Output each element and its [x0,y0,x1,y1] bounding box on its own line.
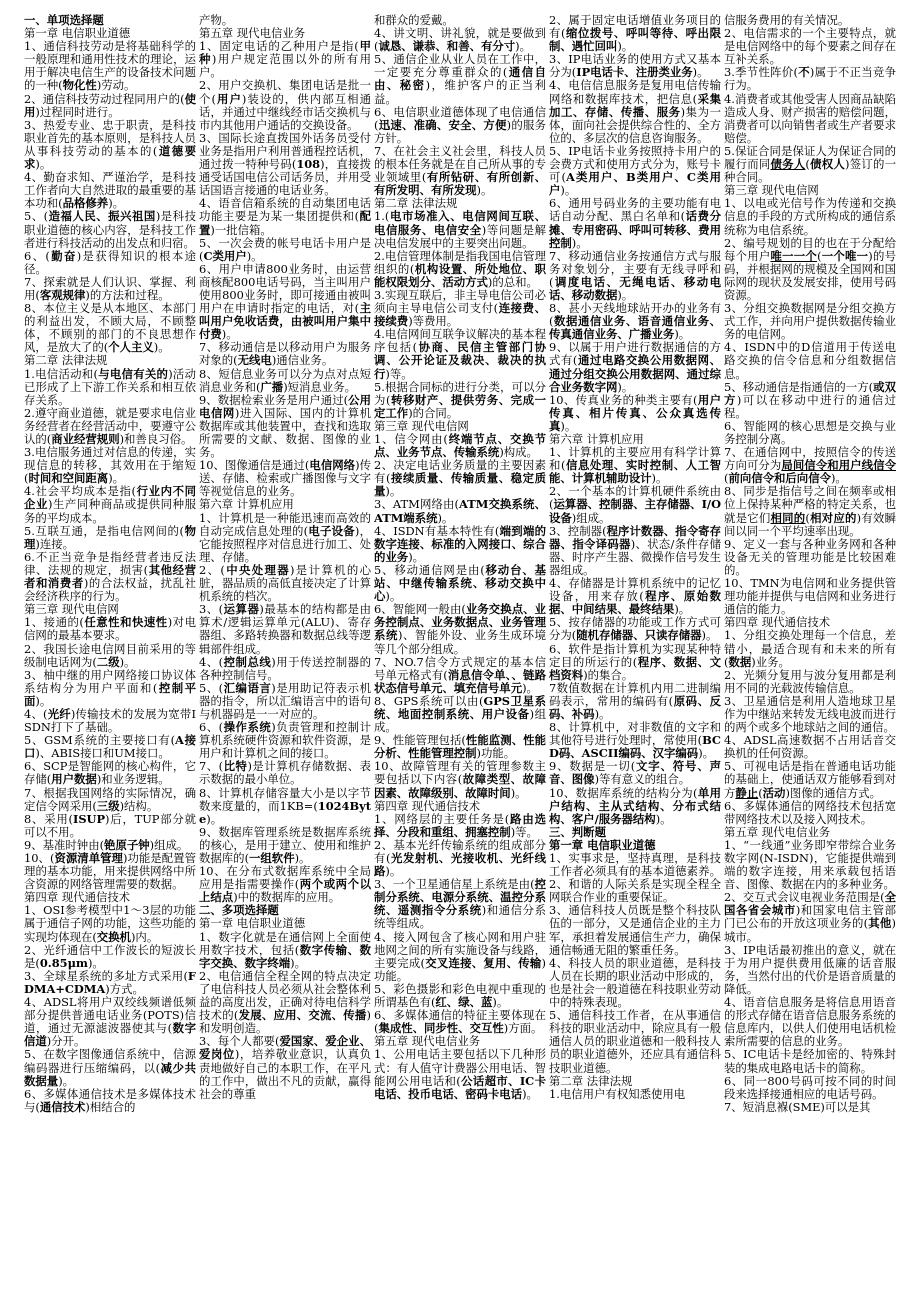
question-item: 6、同一800号码可按不同的时间段来选择接通相应的电话号码。 [724,1073,896,1101]
question-item: 1、网络层的主要任务是(路由选择、分段和重组、拥塞控制)等。 [374,811,546,839]
question-item: 4、存储器是计算机系统中的记忆设备，用来存放(程序、原始数据、中间结果、最终结果)。 [549,576,721,617]
question-item: 3、IP电话业务的使用方式又基本分为(IP电话卡、注册类业务)。 [549,52,721,80]
question-item: 3、卫星通信是利用人造地球卫星作为中继站来转发无线电波而进行的两个或多个地球站之间的通信。 [724,693,896,735]
question-item: 6、多媒体通信技术是多媒体技术与(通信技术)相结合的 [24,1086,196,1114]
chapter-heading: 第六章 计算机应用 [199,497,294,512]
question-item: 4、ISDN有基本特性有(端到端的数字连接、标准的入网接口、综合的业务)。 [374,523,546,564]
question-item: 7、NO.7信令方式规定的基本信号单元格式有(消息信令单、、链路状态信号单元、填充信号单元)。 [374,654,546,695]
question-item: 10、传真业务的种类主要有(用户传真、相片传真、公众真选传真)。 [549,392,721,433]
question-item: 5、彩色摄影和彩色电视中重现的所谓基色有(红、绿、蓝)。 [374,981,546,1010]
question-item: 3、热爱专业、忠于职责，是科技职业首先的基本原则，是科技人员从事科技劳动的基本的(道德要求)。 [24,117,196,172]
question-item: 1.(电市场准入、电信网间互联、电信服务、电信安全)等问题是解决电信发展中的主要突出问题。 [374,209,546,250]
question-item: 1、分组交换处理每一个信息，差错小，最适合现有和未来的所有(数据)业务。 [724,628,896,669]
question-item: 4、勤奋求知、严谨治学，是科技工作者向大自然进取的最重要的基本功和(品格修养)。 [24,170,196,211]
question-item: 2、用户交换机、集团电话是批一个(用户)装设的，供内部互相通话，并通过中继线经市话交换机与市内其他用户通话的交换设备。 [199,78,371,132]
question-item: 7数值数据在计算机内用二进制编码表示，常用的编码有(原码、反码、补码)。 [549,680,721,721]
question-item: 4、语音信箱系统的自动集团电话功能主要是为某一集团提供和(配置)一批信箱。 [199,196,371,237]
chapter-heading: 第四章 现代通信技术 [374,798,481,813]
question-item: 4.电信网间互联争议解决的基本程序包括(协商、民信主管部门协调、公开论证及裁决、裁决的执行)等。 [374,327,546,381]
chapter-heading: 第五章 现代电信业务 [199,26,306,41]
question-item: 2、一个基本的计算机硬件系统由(运算器、控制器、主存储器、I/O设备)组成。 [549,484,721,525]
question-item: 5、IC电话卡是经加密的、特殊封装的集成电路电话卡的简称。 [724,1047,896,1075]
question-item: 1、通信科技劳动是将基础科学的一般原理和通用性技术的理论，运用于解决电信生产的设备技术问题的一种(物化性)劳动。 [24,39,196,93]
question-item: 5、通信企业从业人员在工作中，一定要充分尊重群众的(通信自由、秘密)，维护客户的正当利益。 [374,52,546,106]
question-item: 6、(勤奋)是获得知识的根本途径。 [24,248,196,276]
question-item: 7、探索就是人们认识、掌握、利用(客观规律)的方法和过程。 [24,274,196,302]
question-item: 4、接入网包含了核心网和用户驻地网之间的所有实施设备与线路，主要完成(交叉连接、复用、传输)功能。 [374,929,546,983]
question-item: 6、多媒体通信的特征主要体现在(集成性、同步性、交互性)方面。 [374,1008,546,1036]
chapter-heading: 第五章 现代电信业务 [724,824,831,839]
section-heading: 二、多项选择题 [199,903,279,918]
question-item: 产物。 [199,14,234,27]
question-item: 7、(比特)是计算机存储数据、表示数据的最小单位。 [199,759,371,787]
question-item: 2、电信需求的一个主要特点，就是电信网络中的每个要素之间存在互补关系。 [724,26,896,67]
question-item: 4、科技人员的职业道德，是科技人员在长期的职业活动中形成的，也是社会一般道德在科技职业劳动中的特殊表现。 [549,955,721,1010]
question-item: 6、多媒体通信的网络技术包括宽带网络技术以及接入网技术。 [724,798,896,826]
chapter-heading: 第一章 电信职业道德 [24,26,131,41]
question-item: 6、电信职业道德体现了电信通信(迅速、准确、安全、方便)的服务方针。 [374,104,546,145]
section-heading: 三、判断题 [549,824,606,839]
question-item: 5、移动通信是指通信的一方(或双方)可以在移动中进行的通信过程。 [724,379,896,420]
question-item: 7、在社会主义社会里，科技人员的根本任务就是在自己所从事的专业领域里(有所钻研、有所创新、有所发明、有所发现)。 [374,143,546,198]
question-item: 1、以电或光信号作为传递和交换信息的手段的方式所构成的通信系统称为电信系统。 [724,196,896,237]
chapter-heading: 第二章 法律法规 [24,353,108,368]
question-item: 2、我国长途电信网目前采用的等级制电话网为(二级)。 [24,641,196,669]
document-page [24,14,896,1294]
chapter-heading: 第四章 现代通信技术 [24,890,131,905]
question-item: 1、计算机是一种能迅速而高效的自动完成信息处理的(电子设备)，它能按照程序对信息进行加工、处理、存储。 [199,510,371,564]
question-item: 3.季节性阵价(不)属于不正当竞争行为。 [724,65,896,93]
question-item: 3、国际长途直拨国外话务员受付业务是指用户利用普通程控话机，通过拨一特种号码(108)，直接拨通受话国电信公司话务员，并用受话国语言接通的电话业务。 [199,130,371,198]
question-item: 4、讲文明、讲礼貌，就是要做到(诚恳、谦恭、和善、有分寸)。 [374,26,546,54]
chapter-heading: 第三章 现代电信网 [24,602,119,617]
question-item: 3、控制器(程序计数器、指令寄存器、指令译码器)、状态/条件存储器、时序产生器、微操作信号发生器组成。 [549,523,721,577]
question-item: 5、可视电话是指在普通电话功能的基础上，使通话双方能够看到对方静止(活动)图像的通信方式。 [724,759,896,800]
question-item: 5、IP电话卡业务按照持卡用户的会费方式和使用方式分为，账号卡可(A类用户、B类用户、C类用户)。 [549,143,721,198]
text-column-1 [24,14,196,1294]
question-item: 9、性能管理包括(性能监测、性能分析、性能管理控制)功能。 [374,733,546,761]
question-item: 9、基准时钟由(铯原子钟)组成。 [24,837,189,852]
question-item: 5、按存储器的功能或工作方式可分为(随机存储器、只读存储器)。 [549,615,721,643]
question-item: 4.消费者或其他受害人因商品缺陷造成人身、财产损害的赔偿问题，消费者可以向销售者或生产者要求赔偿。 [724,91,896,145]
question-item: 2、电信通信全程全网的特点决定了电信科技人员必须从社会整体利益的高度出发，正确对待电信科学技术的(发展、应用、交流、传播)和发明创造。 [199,968,371,1036]
question-item: 1、数字化就是在通信网上全面使用数字技术，包括(数字传输、数字交换、数字终端)。 [199,929,371,970]
chapter-heading: 第一章 电信职业道德 [199,916,306,931]
question-item: 3、每个人都要(爱国家、爱企业、爱岗位)，培养敬业意识，认真负责地做好自己的本职工作，在平凡的工作中，做出不凡的贡献，赢得社会的尊重 [199,1034,371,1101]
question-item: 9、数据是一切(文字、符号、声音、图像)等有意义的组合。 [549,759,721,787]
question-item: 2、决定电话业务质量的主要因素有(接续质量、传输质量、稳定质量)。 [374,458,546,499]
question-item: 3、分组交换数据网是分组交换方式工作，并向用户提供数据传输业务的电信网。 [724,301,896,342]
question-item: 3、全球星系统的多址方式采用(FDMA+CDMA)方式。 [24,968,196,996]
question-item: 1、信令网由(终端节点、交换节点、业务节点、传输系统)构成。 [374,432,546,460]
question-item: 1、OSI参考模型中1～3层的功能属于通信子网的功能，这些功能的实现均体现在(交换机)内。 [24,903,196,944]
question-item: 10、数据库系统的结构分为(单用户结构、主从式结构、分布式结构、客户/服务器结构)。 [549,785,721,826]
question-item: 3、柚中继的用户网络接口协议体系结构分为用户平面和(控制平面)。 [24,667,196,708]
chapter-heading: 第三章 现代电信网 [724,183,819,198]
question-item: 5、移动通信网是由(移动台、基站、中继传输系统、移动交换中心)。 [374,562,546,604]
chapter-heading: 第二章 法律法规 [549,1073,633,1088]
question-item: 3、(运算器)最基本的结构都是由算术/逻辑运算单元(ALU)、寄存器组、多路转换器和数据总线等逻辑部件组成。 [199,602,371,656]
question-item: 5、在数字图像通信系统中，信源编码器进行压缩编码，以(减少共数据量)。 [24,1047,196,1088]
question-item: 8、短信息业务可以分为点对点短消息业务和(广播)短消息业务。 [199,366,371,394]
question-item: 1、计算机的主要应用有科学计算和(信息处理、实时控制、人工智能、计算机辅助设计)。 [549,445,721,486]
question-item: 5、(汇编语言)是用助记符表示机器的指令，所以汇编语言中的语句与机器码是一一对应的。 [199,680,371,721]
question-item: 3、通信科技人员既是整个科技队伍的一部分，又是通信企业的主力军，承担着发展通信生产力，确保通信畅通无阻的繁重任务。 [549,903,721,957]
question-item: 3.实现互联后，非主导电信公司必须向主导电信公司支付(连接费、接续费)等费用。 [374,287,546,329]
question-item: 4、(控制总线)用于传送控制器的各种控制信号。 [199,654,371,682]
question-item: 信服务费用的有关情况。 [724,14,850,27]
question-item: 7、根据我国网络的实际情况，确定信令网采用(三级)结构。 [24,785,196,813]
question-item: 4、ISDN中的D信道用于传送电路交换的信令信息和分组数据信息。 [724,340,896,381]
question-item: 2.遵守商业道德，就是要求电信业务经营者在经营活动中，要遵守公认的(商业经营规则)和善良习俗。 [24,405,196,446]
question-item: 10、图像通信是通过(电信网络)传送、存储、检索或广播图像与文字等视觉信息的业务。 [199,458,371,499]
question-item: 4、ADSL将用户双绞线频谱低频部分提供普通电话业务(POTS)信道，通过无源滤波器使其与(数字信道)分开。 [24,995,196,1049]
question-item: 5、GSM系统的主要接口有(A接口)、ABIS接口和UM接口。 [24,733,196,761]
section-heading: 第一章 电信职业道德 [549,837,656,852]
question-item: 8、同步是指信号之间在频率或相位上保持某种严格的特定关系，也就是它们相同的(相对应的)有效瞬间以同一个平均速率出现。 [724,484,896,538]
text-column-2 [199,14,371,1294]
question-item: 2、光纤通信中工作波长的短波长是(0.85μm)。 [24,942,196,970]
text-column-3 [374,14,546,1294]
question-item: 1、“一线通”业务即窄带综合业务数字网(N-ISDN)，它能提供端到端的数字连接，用来承载包括语音、图像、数据在内的多种业务。 [724,837,896,892]
question-item: 5、通信科技工作者，在从事通信科技的职业活动中，除应具有一般通信人员的职业道德和一般科技人员的职业道德外，还应具有通信科技职业道德。 [549,1008,721,1075]
question-item: 9、数据检索业务是用户通过(公用电信网)进入国际、国内的计算机数据库或其他装置中，查找和选取所需要的文献、数据、图像的业务。 [199,392,371,460]
question-item: 4、ADSL高速数据不占用话音交换机的任何资源。 [724,733,896,761]
question-item: 10、(资源清单管理)功能是配置管理的基本功能，用来提供网络中所含资源的网络管理需要的数据。 [24,851,196,892]
text-column-4 [549,14,721,1294]
question-item: 9、数据库管理系统是数据库系统的核心，是用于建立、使用和维护数据库的(一组软件)。 [199,824,371,865]
question-item: 1、实事求是，坚持真理，是科技工作者必须具有的基本道德素养。2、和谐的人际关系是实现全程全网联合作业的重要保证。 [549,851,721,905]
question-item: 5、(造福人民、振兴祖国)是科技职业道德的核心内容，是科技工作者进行科技活动的出发点和归宿。 [24,209,196,250]
question-item: 6、智能网的核心思想是交换与业务控制分离。 [724,418,896,446]
question-item: 5.根据合同标的进行分类，可以分为(转移财产、提供劳务、完成一定工作)的合同。 [374,379,546,420]
question-item: 9、以属于用户进行数据通信的方式有(通过电路交换公用数据网、通过分组交换公用数据网、通过综合业务数字网)。 [549,340,721,394]
question-item: 6、通用号码业务的主要功能有电话自动分配、黑白名单和(话费分摊、专用密码、呼叫可转移、费用控制)。 [549,196,721,250]
question-item: 8、GPS系统可以由(GPS卫星系统、地面控制系统、用户设备)组成。 [374,693,546,735]
question-item: 10、在分布式数据库系统中全局应用是指需要操作(两个或两个以上结点)中的数据库的应用。 [199,864,371,905]
question-item: 4、电信信息服务是复用电信传输网络和数据库技术，把信息(采集加工、存储、传播、服务)集为一体，面向社会提供综合性的、全方位的、多层次的信息咨询服务。 [549,78,721,145]
question-item: 1、公用电话主要包括以下几种形式：有人值守计费器公用电话、智能网公用电话和(公话超市、IC卡电话、投币电话、密码卡电话)。 [374,1047,546,1101]
chapter-heading: 第三章 现代电信网 [374,418,469,433]
question-item: 8、计算机中，对非数值的文字和其他符号进行处理时，常使用(BCD码、ASCII编码、汉字编码)。 [549,720,721,761]
question-item: 2、属于固定电话增值业务项目的有(缩位拨号、呼叫等待、呼出限制、遇忙回叫)。 [549,14,721,54]
chapter-heading: 第六章 计算机应用 [549,432,644,446]
question-item: 6、SCP是智能网的核心构件，它存储(用户数据)和业务逻辑。 [24,759,196,787]
question-item: 3、ATM网络由(ATM交换系统、ATM端系统)。 [374,497,546,525]
question-item: 8、计算机存储容量大小是以字节数来度量的，而1KB=(1024Byte)。 [199,785,371,826]
question-item: 8、采用(ISUP)后，TUP部分就可以不用。 [24,811,196,839]
question-item: 2、交互式会议电视业务范围是(全国各省会城市)和国家电信主管部门已公布的开放这项业务的(其他)城市。 [724,890,896,944]
question-item: 7、在通信网中，按照信令的传送方向可分为局间信令和用户线信令(前向信令和后向信令)。 [724,445,896,486]
question-item: 1.电信活动和(与电信有关的)活动已形成了上下游工作关系和相互依存关系。 [24,366,196,407]
question-item: 3、一个卫星通信星上系统是由(控制分系统、电源分系统、温控分系统、遥测指令分系统)和通信分系统等组成。 [374,877,546,931]
chapter-heading: 第四章 现代通信技术 [724,615,831,630]
question-item: 7、短消息褓(SME)可以是其 [724,1099,871,1114]
question-item: 8、本位主义是从本地区、本部门的利益出发，不顾大局，不顾整体，不顾别的部门的不良思想作风，是放大了的(个人主义)。 [24,301,196,355]
question-item: 4.社会平均成本是指(行业内不同企业)生产同种商品或提供同种服务的平均成本。 [24,484,196,525]
question-item: 8、甚小天线地球站开办的业务有(数据通信业务、语音通信业务、传真通信业务、广播业务)。 [549,301,721,342]
question-item: 6、(操作系统)负责管理和控制计算机系统硬件资源和软件资源，是用户和计算机之间的接口。 [199,720,371,761]
question-item: 9、定义一套与各种业务网和各种设备无关的管理功能是比较困难的。 [724,536,896,577]
question-item: 5.互联互通，是指电信网间的(物理)连接。 [24,523,196,551]
question-item: 5.保证合同是保证人为保证合同的履行而同债务人(债权人)签订的一种合同。 [724,143,896,185]
text-column-5 [724,14,896,1294]
question-item: 2、光频分复用与波分复用都是利用不同的光载波传输信息。 [724,667,896,695]
question-item: 2.电信管理体制是指我国电信管理组织的(机构设置、所处地位、职能权限划分、活动方式)的总和。 [374,248,546,289]
question-item: 3、IP电话最初推出的意义，就在于为用户提供费用低廉的话音服务，当然付出的代价是语音质量的降低。 [724,942,896,996]
question-item: 4、(光纤)传输技术的发展为宽带ISDN打下了基础。 [24,706,196,735]
question-item: 10、TMN为电信网和业务提供管理功能并提供与电信网和业务进行通信的能力。 [724,576,896,617]
chapter-heading: 第二章 法律法规 [374,196,458,211]
chapter-heading: 第五章 现代电信业务 [374,1034,481,1049]
question-item: 7、移动通信是以移动用户为服务对象的(无线电)通信业务。 [199,340,371,368]
question-item: 1.电信用户有权知悉使用电 [549,1086,686,1101]
question-item: 10、故障管理有关的管理参数主要包括以下内容(故障类型、故障因素、故障级别、故障时间)。 [374,759,546,800]
question-item: 6、智能网一般由(业务交换点、业务控制点、业务数据点、业务管理系统)、智能外设、业务生成环境等几个部分组成。 [374,602,546,656]
question-item: 2、通信科技劳动过程同用户的(使用)过程同时进行。 [24,91,196,119]
section-heading: 一、单项选择题 [24,14,104,27]
question-item: 1、固定电话的乙种用户是指(甲种)用户规定范围以外的所有用户。 [199,39,371,80]
question-item: 4、语音信息服务是将信息用语音的形式存储在语音信息服务系统的信息库内，以供人们使用电话机检索所需要的信息的业务。 [724,995,896,1049]
question-item: 6.不正当竞争是指经营者违反法律、法规的规定，损害(其他经营者和消费者)的合法权益，扰乱社会经济秩序的行为。 [24,549,196,604]
question-item: 7、移动通信业务按通信方式与服务对象划分，主要有无线寻呼和(调度电话、无绳电话、移动电话、移动数据)。 [549,248,721,302]
question-item: 1、接通的(任意性和快速性)对电信网的最基本要求。 [24,615,196,643]
question-item: 5、一次会费的帐号电话卡用户是(C类用户)。 [199,235,371,263]
question-item: 6、软件是指计算机为实现某种特定目的所运行的(程序、数据、文档资料)的集合。 [549,641,721,682]
question-item: 6、用户申请800业务时，由运营商核配800电话号码，当主叫用户使用800业务时，即可接通由被叫用户在申请时指定的电话，对(主叫用户免收话费，由被叫用户集中付费)。 [199,261,371,342]
question-item: 3.电信服务通过对信息的传递，实现信息的转移，其效用在于缩短(时间和空间距离)。 [24,445,196,486]
question-item: 和群众的爱戴。 [374,14,454,27]
question-item: 2、(中央处理器)是计算机的心脏，器品质的高低直接决定了计算机系统的档次。 [199,562,371,604]
question-item: 2、基本光纤传输系统的组成部分有(光发射机、光接收机、光纤线路)。 [374,837,546,879]
question-item: 2、编号规划的目的也在于分配给每个用户唯一一个(一个唯一)的号码，并根据网的规模及全国网和国际网的现状及发展安排，使用号码资源。 [724,235,896,302]
